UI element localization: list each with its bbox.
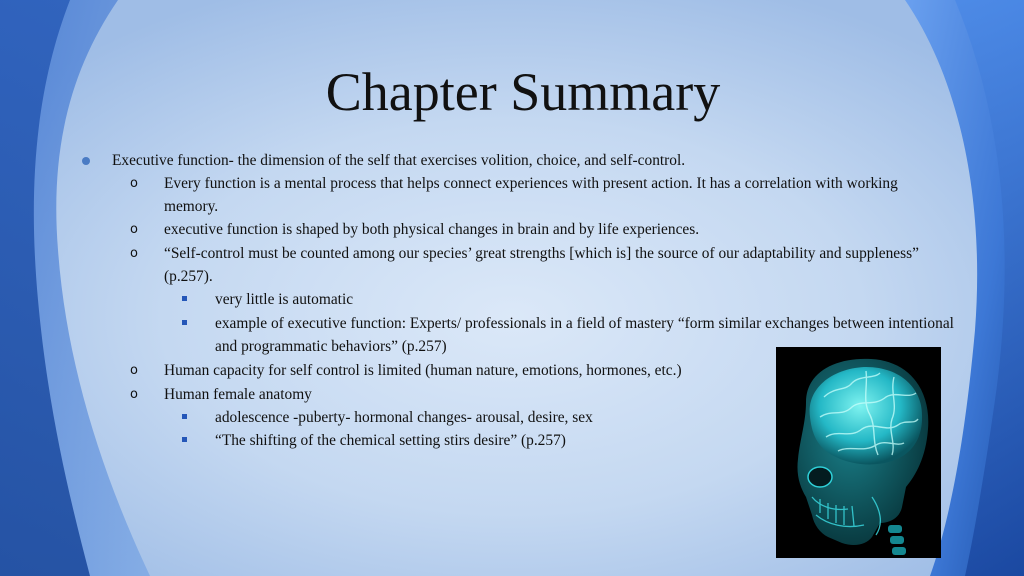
list-item: very little is automatic [215, 291, 354, 308]
hollow-circle-bullet-icon: o [130, 387, 138, 402]
hollow-circle-bullet-icon: o [130, 246, 138, 261]
list-item: Executive function- the dimension of the self that exercises volition, choice, and self-control. [112, 152, 686, 169]
list-item: Human capacity for self control is limited (human nature, emotions, hormones, etc.) [164, 362, 682, 379]
square-bullet-icon [182, 414, 187, 419]
list-item: “Self-control must be counted among our species’ great strengths [which is] the source of our adaptability and suppleness” (p.257). [164, 245, 919, 286]
slide-title: Chapter Summary [325, 62, 721, 122]
hollow-circle-bullet-icon: o [130, 222, 138, 237]
square-bullet-icon [182, 437, 187, 442]
brain-skull-icon [776, 347, 941, 558]
square-bullet-icon [182, 320, 187, 325]
bullet-dot-icon [82, 157, 90, 165]
square-bullet-icon [182, 296, 187, 301]
list-item: “The shifting of the chemical setting stirs desire” (p.257) [215, 432, 566, 449]
hollow-circle-bullet-icon: o [130, 176, 138, 191]
list-item: executive function is shaped by both physical changes in brain and by life experiences. [164, 221, 700, 238]
brain-skull-xray-image [776, 347, 941, 558]
list-item: example of executive function: Experts/ professionals in a field of mastery “form similar exchanges between intentional and programmatic behaviors” (p.257) [215, 315, 954, 356]
hollow-circle-bullet-icon: o [130, 363, 138, 378]
list-item: Human female anatomy [164, 386, 312, 403]
list-item: adolescence -puberty- hormonal changes- arousal, desire, sex [215, 409, 593, 426]
list-item: Every function is a mental process that helps connect experiences with present action. It has a correlation with working memory. [164, 175, 898, 216]
